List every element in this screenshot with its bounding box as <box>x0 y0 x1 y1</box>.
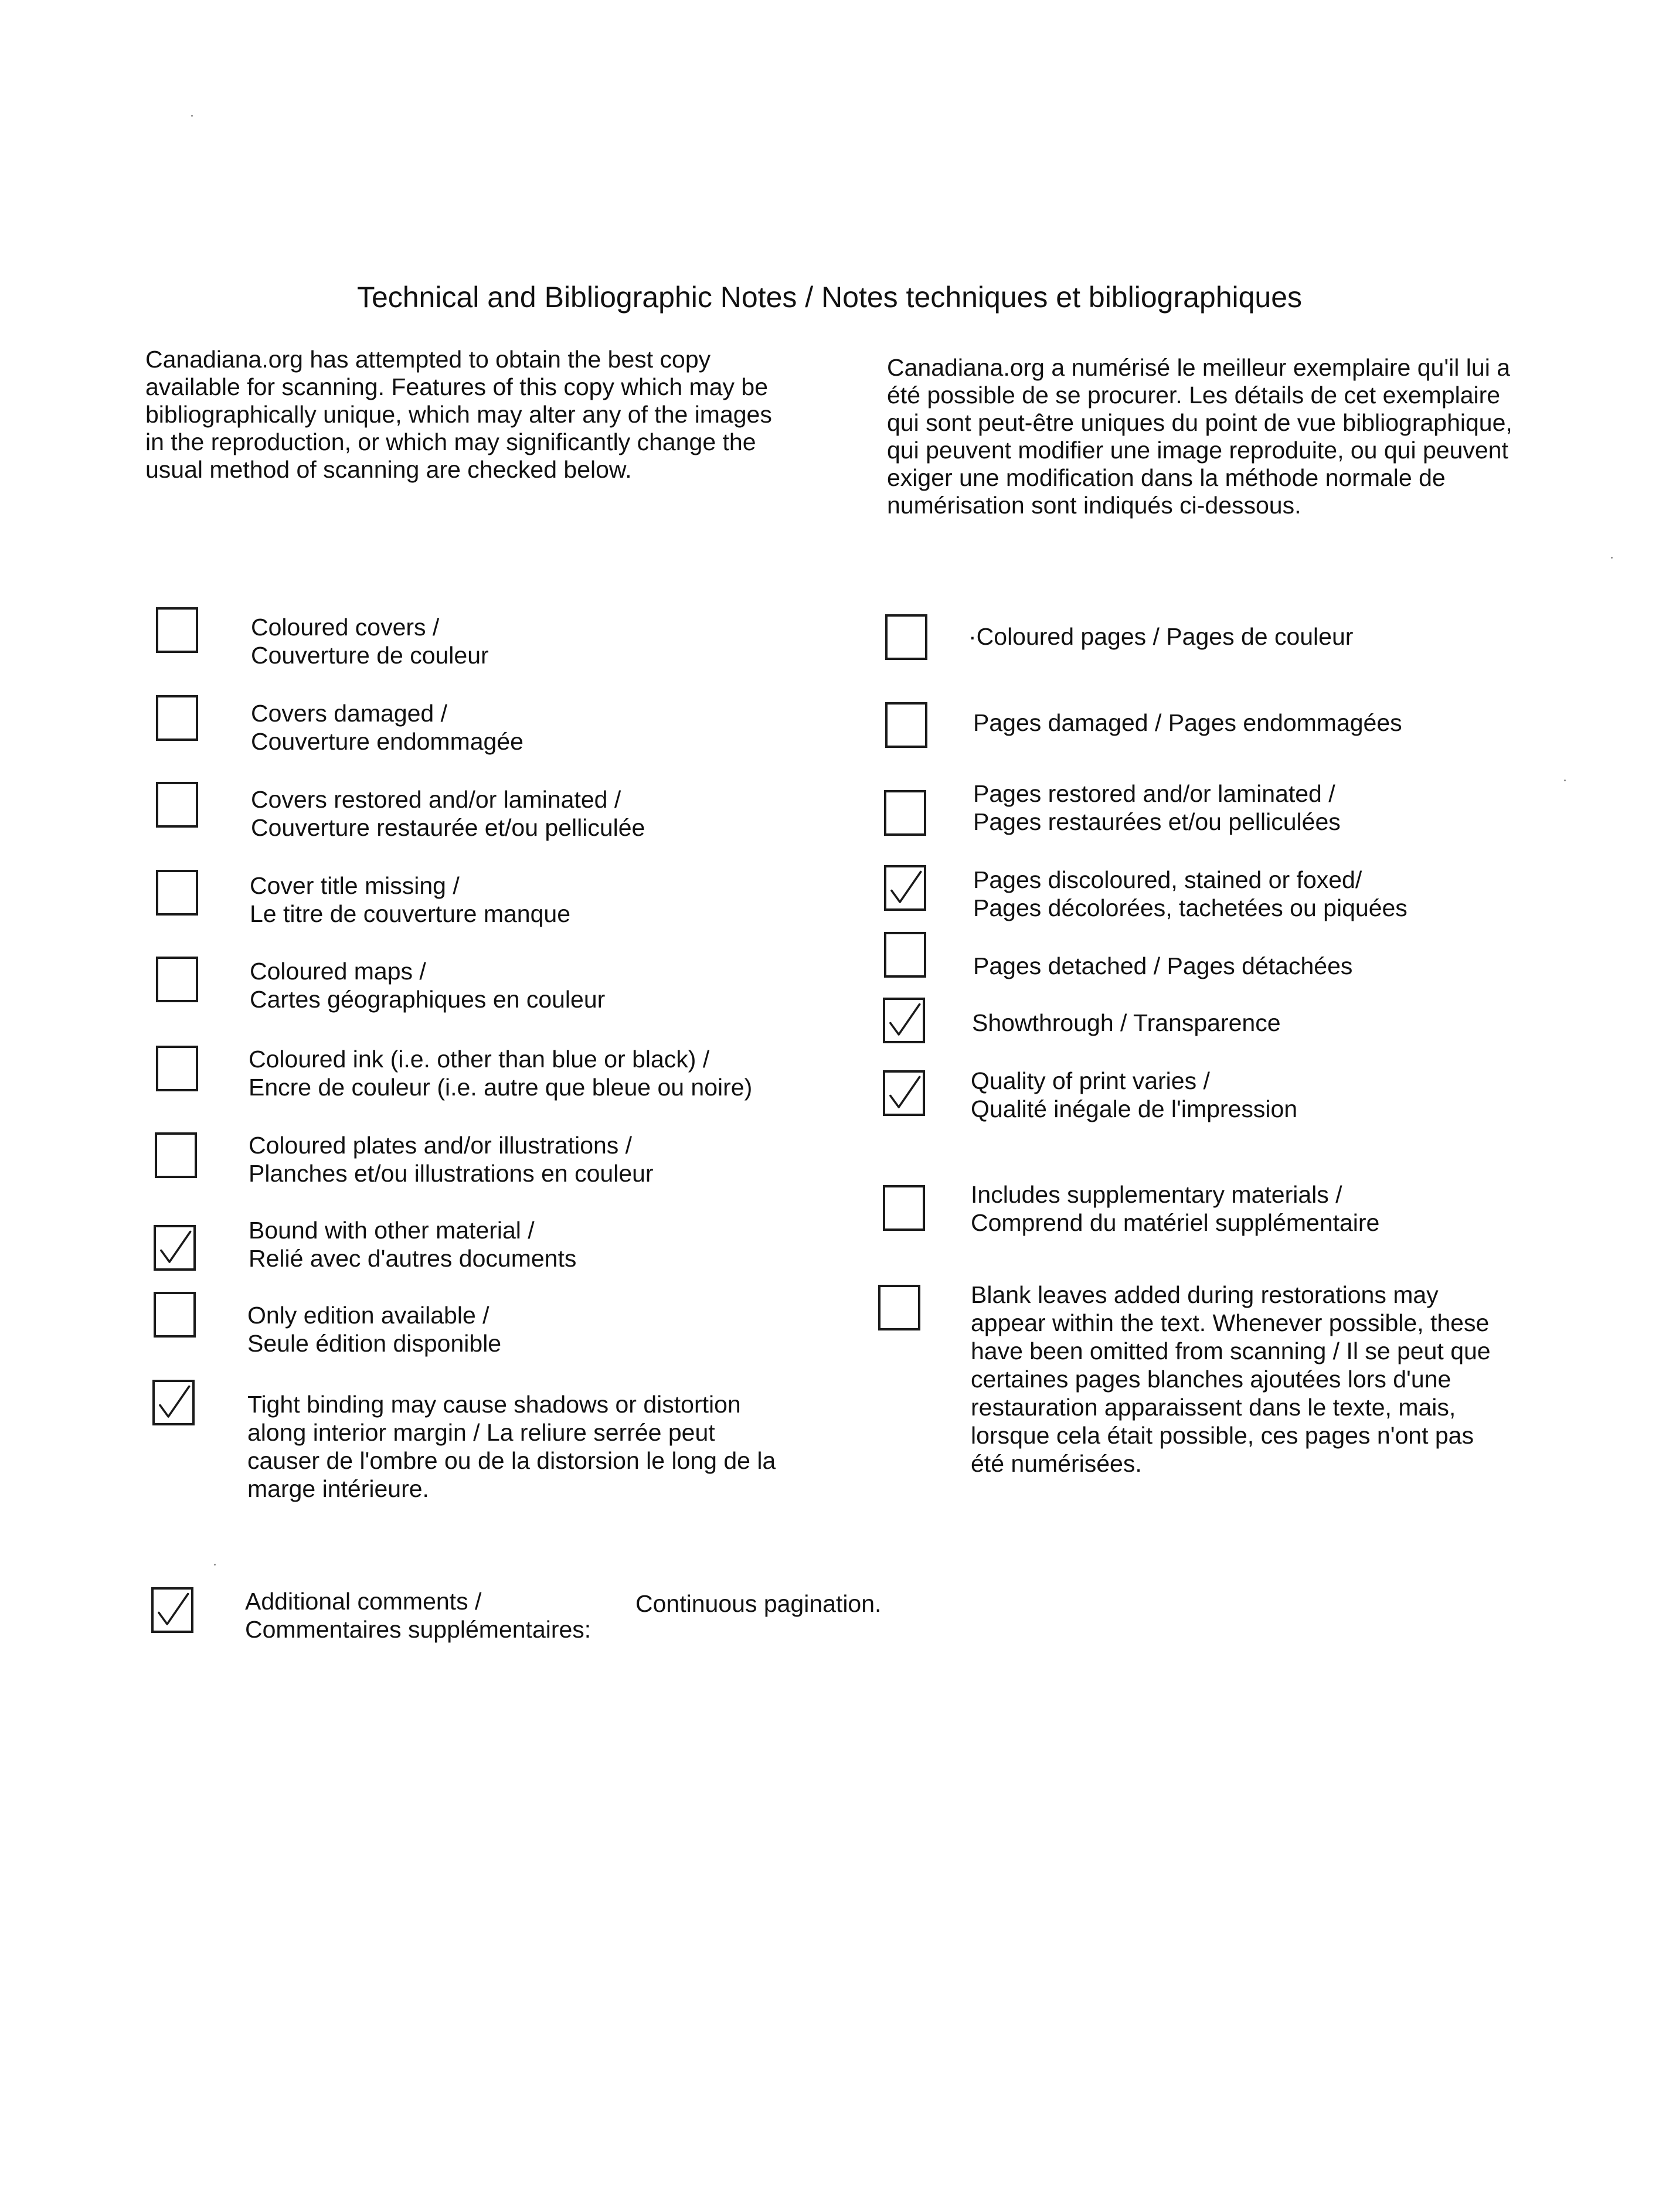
scan-speck <box>191 115 193 117</box>
page-title: Technical and Bibliographic Notes / Notes techniques et bibliographiques <box>356 281 1303 314</box>
checkbox-bound-with-other-material[interactable] <box>154 1225 196 1271</box>
checkbox-coloured-maps[interactable] <box>156 957 198 1002</box>
checkbox-covers-damaged[interactable] <box>156 695 198 741</box>
label-pages-discoloured: Pages discoloured, stained or foxed/ Pages décolorées, tachetées ou piquées <box>973 866 1408 921</box>
label-additional-comments: Additional comments / Commentaires supplémentaires: <box>245 1588 591 1643</box>
label-covers-damaged: Covers damaged / Couverture endommagée <box>251 700 523 755</box>
checkmark-icon <box>155 1382 192 1423</box>
checkbox-cover-title-missing[interactable] <box>156 870 198 916</box>
checkmark-icon <box>156 1227 193 1268</box>
checkbox-coloured-pages[interactable] <box>885 614 927 660</box>
label-coloured-pages: ·Coloured pages / Pages de couleur <box>968 623 1354 650</box>
checkbox-coloured-plates[interactable] <box>155 1132 197 1178</box>
scan-speck <box>1564 780 1566 781</box>
checkbox-pages-damaged[interactable] <box>885 702 927 748</box>
label-coloured-covers: Coloured covers / Couverture de couleur <box>251 614 489 669</box>
checkbox-additional-comments[interactable] <box>151 1587 193 1633</box>
label-coloured-maps: Coloured maps / Cartes géographiques en couleur <box>250 958 606 1013</box>
checkmark-icon <box>885 1073 923 1114</box>
label-supplementary-materials: Includes supplementary materials / Comprend du matériel supplémentaire <box>971 1181 1380 1236</box>
checkmark-icon <box>885 1000 923 1041</box>
intro-english: Canadiana.org has attempted to obtain the best copy available for scanning. Features of this copy which may be bibliographically unique, which may alter any of the images in the reproduction, or which may significantly change the usual method of scanning are checked below. <box>145 346 772 483</box>
label-bound-with-other-material: Bound with other material / Relié avec d'autres documents <box>249 1217 577 1272</box>
checkbox-supplementary-materials[interactable] <box>883 1185 925 1231</box>
checkbox-pages-discoloured[interactable] <box>884 865 926 911</box>
label-pages-restored: Pages restored and/or laminated / Pages restaurées et/ou pelliculées <box>973 780 1341 835</box>
label-quality-of-print: Quality of print varies / Qualité inégale de l'impression <box>971 1067 1298 1122</box>
label-tight-binding: Tight binding may cause shadows or distortion along interior margin / La reliure serrée peut causer de l'ombre ou de la distorsion le long de la marge intérieure. <box>247 1391 776 1502</box>
checkbox-coloured-covers[interactable] <box>156 607 198 653</box>
label-cover-title-missing: Cover title missing / Le titre de couverture manque <box>250 872 570 927</box>
checkbox-blank-leaves[interactable] <box>878 1285 920 1330</box>
checkbox-pages-restored[interactable] <box>884 790 926 836</box>
additional-comments-value: Continuous pagination. <box>635 1590 882 1617</box>
checkmark-icon <box>886 867 924 908</box>
label-pages-detached: Pages detached / Pages détachées <box>973 952 1353 979</box>
checkbox-covers-restored[interactable] <box>156 782 198 828</box>
checkbox-showthrough[interactable] <box>883 998 925 1043</box>
label-covers-restored: Covers restored and/or laminated / Couverture restaurée et/ou pelliculée <box>251 786 645 841</box>
checkbox-quality-of-print[interactable] <box>883 1070 925 1116</box>
label-blank-leaves: Blank leaves added during restorations may appear within the text. Whenever possible, these have been omitted from scanning / Il se peut que certaines pages blanches ajoutées lors d'une restauration apparaissent dans le texte, mais, lorsque cela était possible, ces pages n'ont pas été numérisées. <box>971 1281 1491 1477</box>
scan-speck <box>1611 557 1613 559</box>
label-coloured-ink: Coloured ink (i.e. other than blue or black) / Encre de couleur (i.e. autre que bleue ou noire) <box>249 1046 753 1101</box>
scan-speck <box>214 1564 216 1566</box>
checkbox-only-edition-available[interactable] <box>154 1292 196 1338</box>
checkbox-pages-detached[interactable] <box>884 932 926 978</box>
label-pages-damaged: Pages damaged / Pages endommagées <box>973 709 1402 736</box>
checkbox-tight-binding[interactable] <box>152 1380 195 1425</box>
label-only-edition-available: Only edition available / Seule édition disponible <box>247 1302 502 1357</box>
checkbox-coloured-ink[interactable] <box>156 1046 198 1091</box>
checkmark-icon <box>154 1590 191 1631</box>
intro-french: Canadiana.org a numérisé le meilleur exemplaire qu'il lui a été possible de se procurer. Les détails de cet exemplaire qui sont peut-être uniques du point de vue bibliographique, qui peuvent modifier une image reproduite, ou qui peuvent exiger une modification dans la méthode normale de numérisation sont indiqués ci-dessous. <box>887 354 1512 519</box>
label-showthrough: Showthrough / Transparence <box>972 1009 1281 1036</box>
label-coloured-plates: Coloured plates and/or illustrations / Planches et/ou illustrations en couleur <box>249 1132 654 1187</box>
